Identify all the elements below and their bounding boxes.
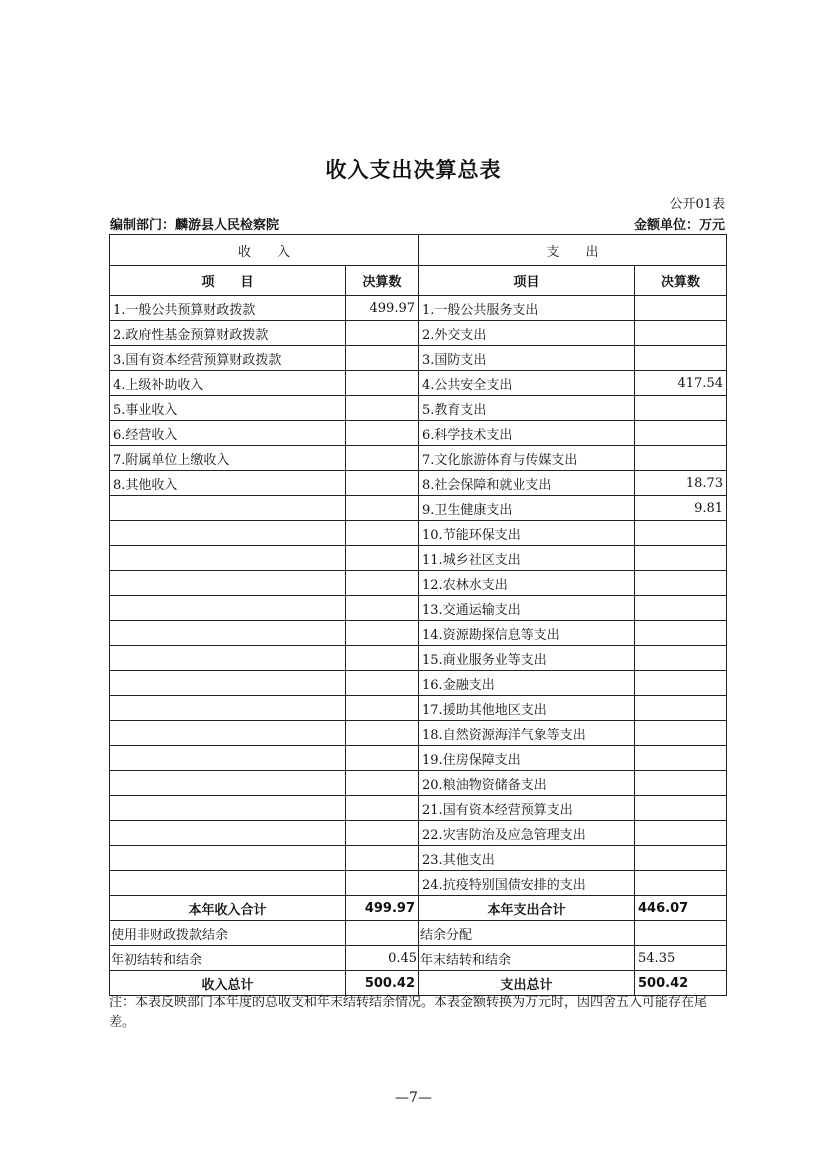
expense-amount [635, 771, 727, 796]
column-header-row [110, 266, 727, 296]
expense-item: 9.卫生健康支出 [419, 496, 635, 521]
expense-item: 13.交通运输支出 [419, 596, 635, 621]
income-item: 6.经营收入 [110, 421, 346, 446]
expense-item: 2.外交支出 [419, 321, 635, 346]
income-amount [346, 421, 419, 446]
income-item [110, 646, 346, 671]
income-item [110, 796, 346, 821]
distribution-value [635, 921, 727, 946]
income-year-total-label: 本年收入合计 [110, 896, 346, 921]
grand-total-row [110, 971, 727, 996]
income-amount [346, 446, 419, 471]
table-row [110, 571, 727, 596]
expense-item: 17.援助其他地区支出 [419, 696, 635, 721]
table-row [110, 646, 727, 671]
expense-amount: 9.81 [635, 496, 727, 521]
table-row [110, 671, 727, 696]
income-item [110, 596, 346, 621]
table-row [110, 746, 727, 771]
income-item [110, 696, 346, 721]
table-row [110, 346, 727, 371]
income-amount [346, 871, 419, 896]
expense-amount [635, 396, 727, 421]
year-total-row [110, 896, 727, 921]
col-header-income-item: 项 目 [110, 266, 346, 296]
income-item [110, 746, 346, 771]
end-balance-label: 年末结转和结余 [419, 946, 635, 971]
expense-amount: 417.54 [635, 371, 727, 396]
expense-amount [635, 571, 727, 596]
expense-item: 3.国防支出 [419, 346, 635, 371]
begin-balance-label: 年初结转和结余 [110, 946, 346, 971]
table-row [110, 321, 727, 346]
expense-amount [635, 821, 727, 846]
table-row [110, 871, 727, 896]
expense-item: 14.资源勘探信息等支出 [419, 621, 635, 646]
income-item [110, 671, 346, 696]
income-item [110, 521, 346, 546]
income-item [110, 621, 346, 646]
col-header-expense-item: 项目 [419, 266, 635, 296]
income-item [110, 846, 346, 871]
expense-year-total-value: 446.07 [635, 896, 727, 921]
income-amount [346, 671, 419, 696]
income-amount [346, 846, 419, 871]
expense-amount [635, 421, 727, 446]
table-row [110, 421, 727, 446]
income-amount [346, 771, 419, 796]
table-row [110, 371, 727, 396]
expense-grand-total-label: 支出总计 [419, 971, 635, 996]
income-amount [346, 546, 419, 571]
income-item [110, 546, 346, 571]
income-amount [346, 821, 419, 846]
table-row [110, 596, 727, 621]
income-item [110, 571, 346, 596]
expense-amount [635, 696, 727, 721]
income-amount [346, 746, 419, 771]
expense-item: 6.科学技术支出 [419, 421, 635, 446]
income-amount [346, 521, 419, 546]
distribution-label: 结余分配 [419, 921, 635, 946]
page-number: —7— [395, 1090, 432, 1106]
expense-amount: 18.73 [635, 471, 727, 496]
expense-amount [635, 346, 727, 371]
income-item [110, 771, 346, 796]
table-row [110, 621, 727, 646]
income-item [110, 721, 346, 746]
income-amount [346, 621, 419, 646]
expense-item: 8.社会保障和就业支出 [419, 471, 635, 496]
expense-amount [635, 621, 727, 646]
income-grand-total-value: 500.42 [346, 971, 419, 996]
expense-amount [635, 521, 727, 546]
expense-item: 10.节能环保支出 [419, 521, 635, 546]
expense-amount [635, 546, 727, 571]
income-amount [346, 471, 419, 496]
expense-amount [635, 596, 727, 621]
expense-item: 4.公共安全支出 [419, 371, 635, 396]
expense-item: 7.文化旅游体育与传媒支出 [419, 446, 635, 471]
income-item: 2.政府性基金预算财政拨款 [110, 321, 346, 346]
income-grand-total-label: 收入总计 [110, 971, 346, 996]
income-amount [346, 371, 419, 396]
col-header-income-amount: 决算数 [346, 266, 419, 296]
table-row [110, 546, 727, 571]
income-amount [346, 721, 419, 746]
expense-section-header: 支 出 [419, 235, 727, 266]
table-row [110, 471, 727, 496]
income-amount [346, 321, 419, 346]
income-item: 4.上级补助收入 [110, 371, 346, 396]
table-row [110, 521, 727, 546]
income-amount [346, 571, 419, 596]
table-row [110, 771, 727, 796]
end-balance-value: 54.35 [635, 946, 727, 971]
page-title: 收入支出决算总表 [325, 158, 502, 182]
income-item: 5.事业收入 [110, 396, 346, 421]
income-amount [346, 796, 419, 821]
income-amount [346, 496, 419, 521]
income-amount [346, 646, 419, 671]
expense-item: 11.城乡社区支出 [419, 546, 635, 571]
balance-use-row [110, 921, 727, 946]
department-label: 编制部门：麟游县人民检察院 [110, 218, 280, 233]
expense-item: 5.教育支出 [419, 396, 635, 421]
table-row [110, 696, 727, 721]
expense-item: 21.国有资本经营预算支出 [419, 796, 635, 821]
expense-amount [635, 796, 727, 821]
income-amount [346, 596, 419, 621]
income-item [110, 821, 346, 846]
expense-item: 12.农林水支出 [419, 571, 635, 596]
expense-amount [635, 671, 727, 696]
income-item: 8.其他收入 [110, 471, 346, 496]
expense-amount [635, 296, 727, 321]
expense-year-total-label: 本年支出合计 [419, 896, 635, 921]
income-item: 1.一般公共预算财政拨款 [110, 296, 346, 321]
expense-item: 15.商业服务业等支出 [419, 646, 635, 671]
table-row [110, 496, 727, 521]
table-row [110, 821, 727, 846]
income-amount: 499.97 [346, 296, 419, 321]
expense-amount [635, 646, 727, 671]
table-row [110, 296, 727, 321]
table-row [110, 796, 727, 821]
expense-amount [635, 721, 727, 746]
income-item [110, 871, 346, 896]
expense-amount [635, 746, 727, 771]
expense-item: 16.金融支出 [419, 671, 635, 696]
expense-amount [635, 871, 727, 896]
form-number: 公开01表 [669, 197, 725, 212]
table-row [110, 721, 727, 746]
expense-item: 24.抗疫特别国债安排的支出 [419, 871, 635, 896]
income-amount [346, 696, 419, 721]
expense-item: 18.自然资源海洋气象等支出 [419, 721, 635, 746]
table-row [110, 846, 727, 871]
footnote: 注：本表反映部门本年度的总收支和年末结转结余情况。本表金额转换为万元时，因四舍五入可能存在尾差。 [109, 995, 708, 1030]
budget-table [109, 234, 727, 996]
unit-label: 金额单位：万元 [633, 218, 725, 233]
non-fiscal-balance-value [346, 921, 419, 946]
income-amount [346, 346, 419, 371]
col-header-expense-amount: 决算数 [635, 266, 727, 296]
non-fiscal-balance-label: 使用非财政拨款结余 [110, 921, 346, 946]
table-row [110, 446, 727, 471]
expense-amount [635, 446, 727, 471]
expense-item: 1.一般公共服务支出 [419, 296, 635, 321]
begin-balance-value: 0.45 [346, 946, 419, 971]
income-section-header: 收 入 [110, 235, 419, 266]
expense-item: 20.粮油物资储备支出 [419, 771, 635, 796]
expense-item: 22.灾害防治及应急管理支出 [419, 821, 635, 846]
income-amount [346, 396, 419, 421]
balance-row [110, 946, 727, 971]
income-item: 7.附属单位上缴收入 [110, 446, 346, 471]
expense-item: 19.住房保障支出 [419, 746, 635, 771]
income-item [110, 496, 346, 521]
income-year-total-value: 499.97 [346, 896, 419, 921]
income-item: 3.国有资本经营预算财政拨款 [110, 346, 346, 371]
section-header-row [110, 235, 727, 266]
expense-grand-total-value: 500.42 [635, 971, 727, 996]
expense-amount [635, 846, 727, 871]
expense-amount [635, 321, 727, 346]
table-row [110, 396, 727, 421]
expense-item: 23.其他支出 [419, 846, 635, 871]
